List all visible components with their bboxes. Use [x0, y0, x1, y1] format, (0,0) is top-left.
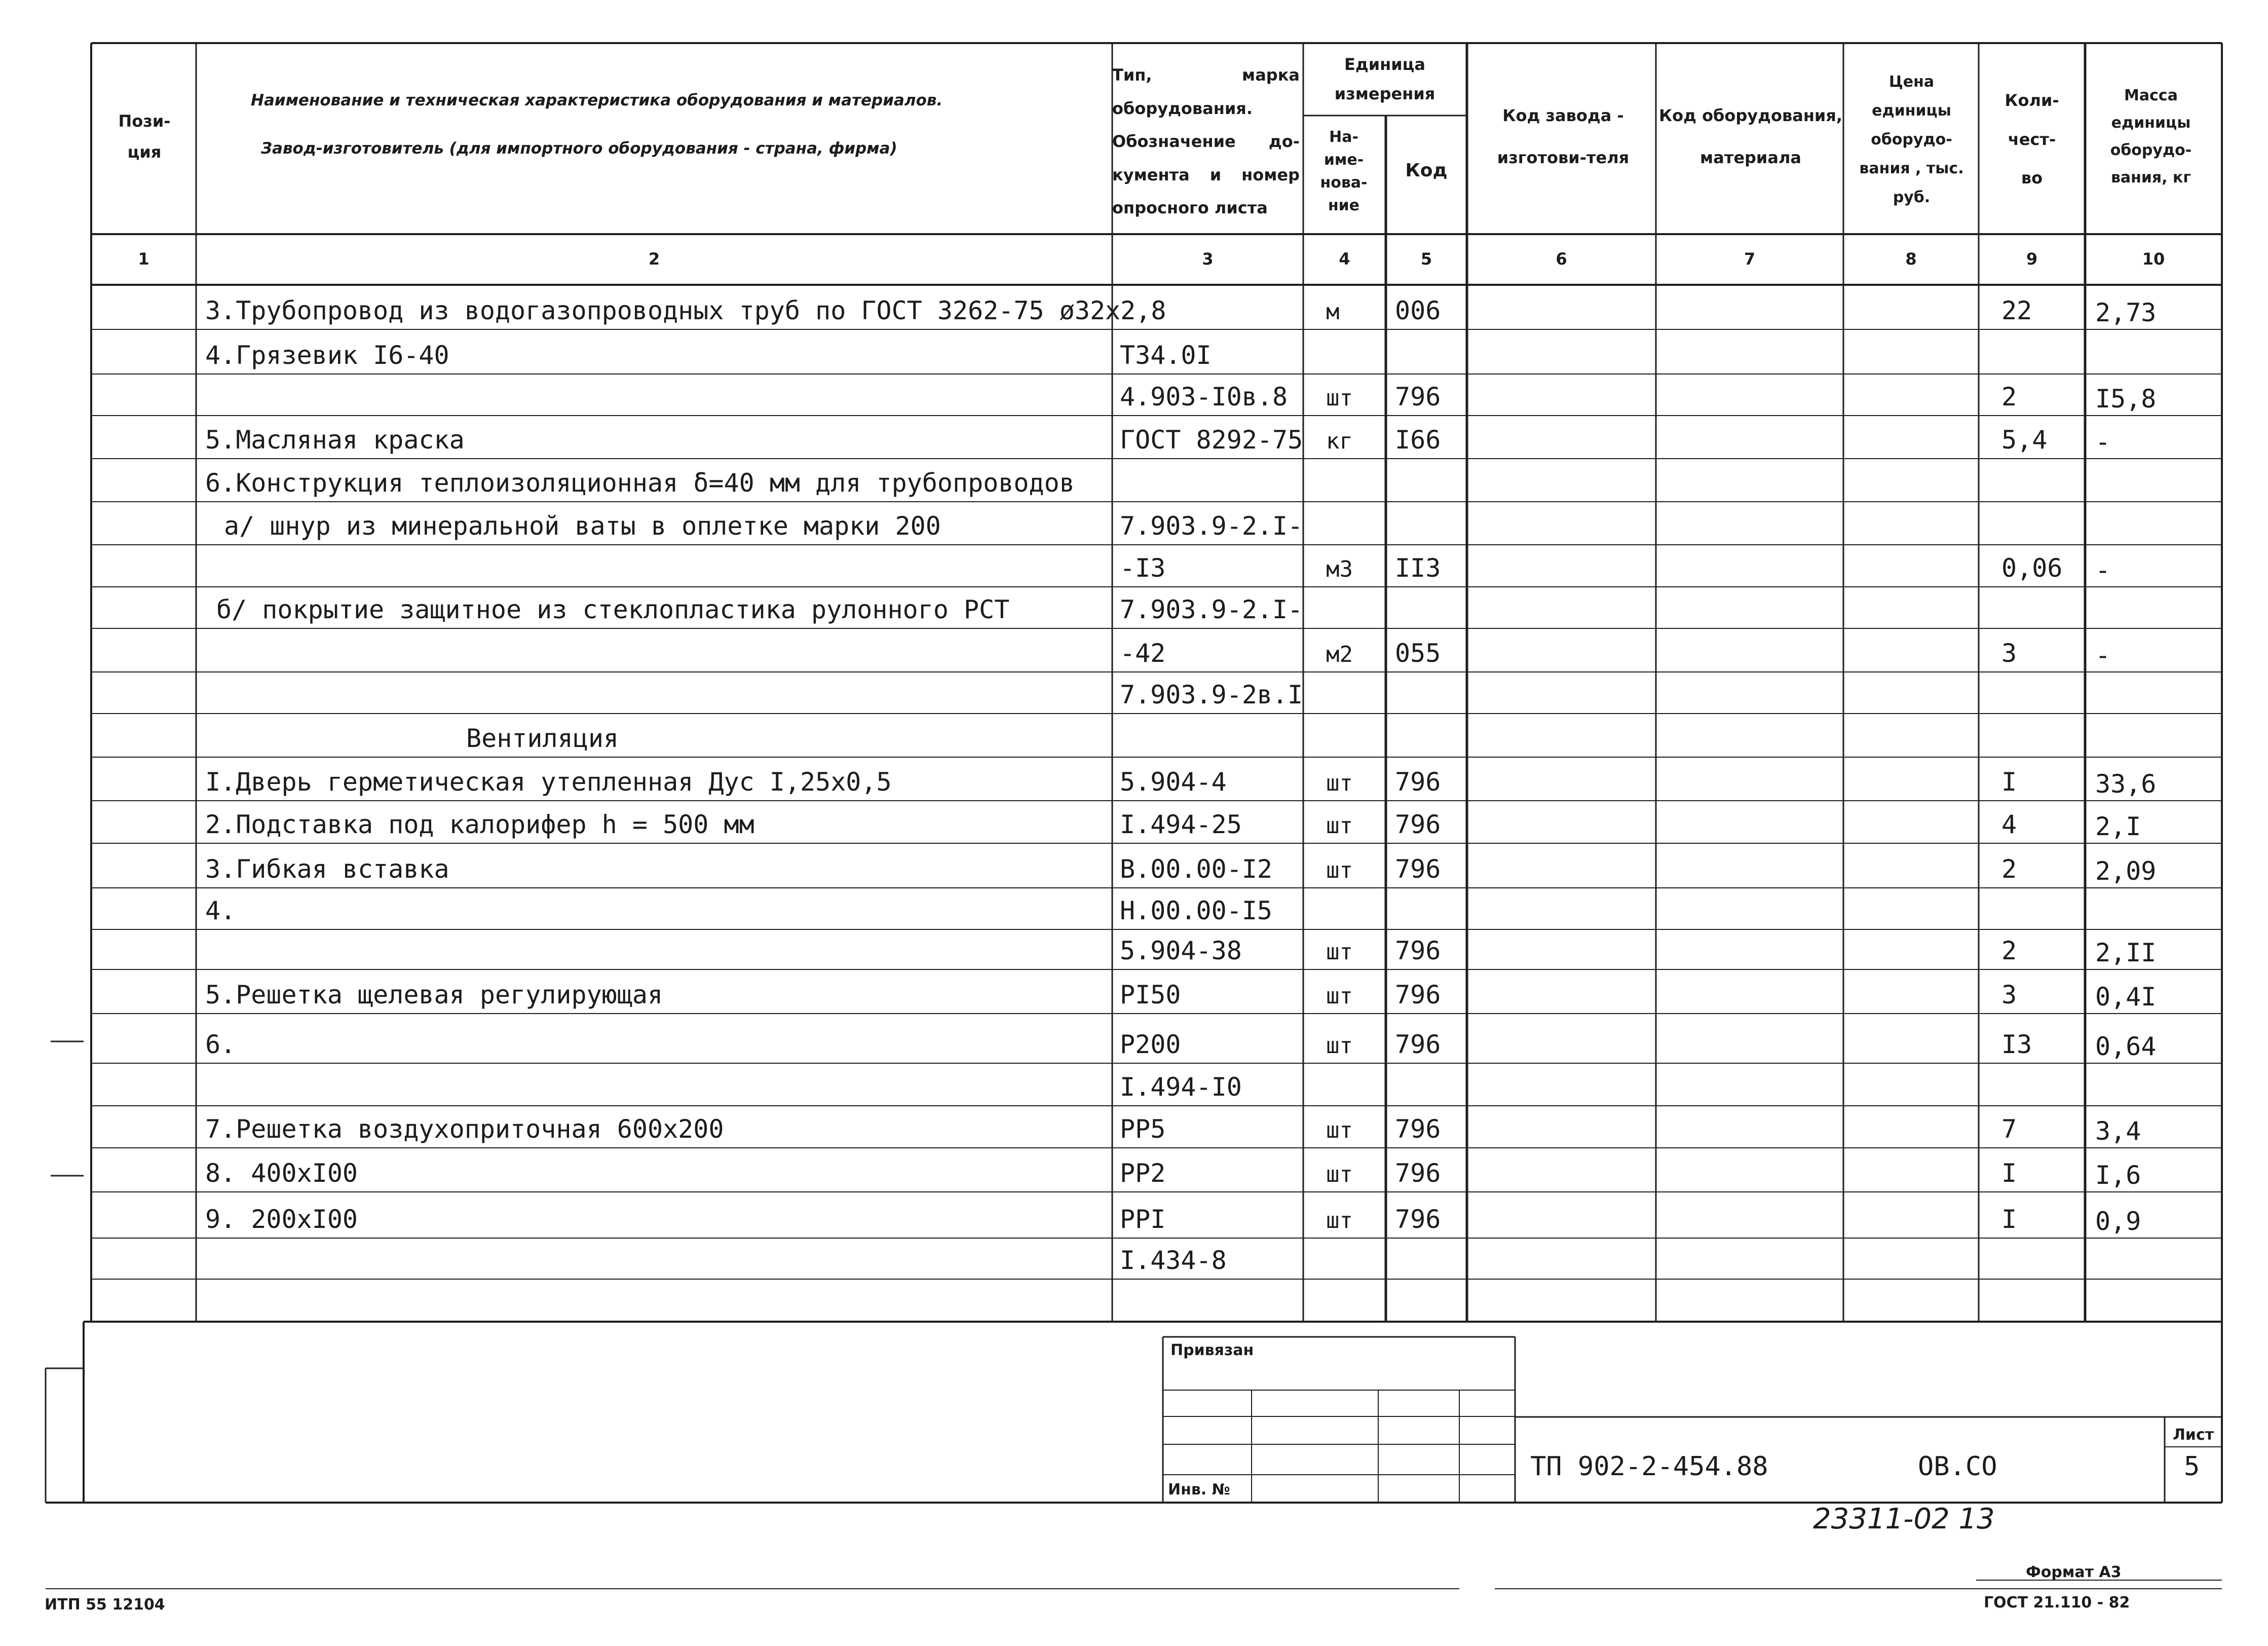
row-name: 4.Грязевик I6-40 — [205, 341, 449, 370]
column-number: 3 — [1202, 249, 1214, 269]
row-name: б/ покрытие защитное из стеклопластика рулонного РСТ — [216, 595, 1010, 624]
doc-code: ТП 902-2-454.88 — [1530, 1451, 1768, 1482]
row-mass: I5,8 — [2095, 384, 2157, 414]
row-quantity: I — [2001, 1205, 2017, 1234]
row-name: 9. 200хI00 — [205, 1205, 358, 1234]
stamp-privyazan: Привязан — [1170, 1341, 1254, 1359]
row-unit: шт — [1326, 813, 1353, 839]
row-quantity: 3 — [2001, 980, 2017, 1009]
row-code: 796 — [1395, 810, 1441, 839]
row-code: 796 — [1395, 1030, 1441, 1059]
column-number: 6 — [1556, 249, 1567, 269]
header-name-line1: Наименование и техническая характеристика оборудования и материалов. — [251, 91, 943, 109]
header-name-line2: Завод-изготовитель (для импортного оборудования - страна, фирма) — [261, 139, 897, 158]
row-type: Н.00.00-I5 — [1120, 896, 1273, 925]
row-unit: м3 — [1326, 556, 1353, 582]
row-code: 796 — [1395, 767, 1441, 797]
row-code: 796 — [1395, 936, 1441, 965]
row-type: 5.904-38 — [1120, 936, 1242, 965]
column-number: 7 — [1744, 249, 1756, 269]
row-unit: м2 — [1326, 642, 1353, 667]
row-unit: шт — [1326, 1162, 1353, 1187]
row-code: 796 — [1395, 980, 1441, 1009]
column-number: 5 — [1420, 249, 1432, 269]
row-code: I66 — [1395, 425, 1441, 455]
row-quantity: 2 — [2001, 382, 2017, 412]
row-mass: 2,73 — [2095, 298, 2157, 327]
row-type: В.00.00-I2 — [1120, 854, 1273, 884]
row-quantity: 7 — [2001, 1114, 2017, 1144]
row-type: Т34.0I — [1120, 341, 1212, 370]
format-label: Формат А3 — [2026, 1563, 2122, 1581]
row-unit: шт — [1326, 939, 1353, 965]
header-unit-code: Код — [1405, 160, 1448, 181]
row-name: 2.Подставка под калорифер h = 500 мм — [205, 810, 754, 839]
column-number: 1 — [138, 249, 149, 269]
row-type: 5.904-4 — [1120, 767, 1227, 797]
row-mass: - — [2095, 641, 2111, 670]
row-unit: шт — [1326, 1033, 1353, 1059]
row-type: 7.903.9-2.I- — [1120, 595, 1303, 624]
row-code: 006 — [1395, 296, 1441, 325]
row-quantity: 0,06 — [2001, 553, 2063, 583]
row-name: 5.Масляная краска — [205, 425, 465, 455]
row-code: 796 — [1395, 1114, 1441, 1144]
column-number: 2 — [648, 249, 660, 269]
row-mass: 2,II — [2095, 938, 2157, 967]
header-unit-name: На-име-нова-ние — [1320, 128, 1368, 214]
header-price: Цена единицы оборудо-вания , тыс. руб. — [1859, 72, 1964, 206]
row-mass: 0,64 — [2095, 1032, 2157, 1061]
sheet-number: 5 — [2184, 1451, 2200, 1482]
column-number: 8 — [1905, 249, 1917, 269]
row-mass: 0,4I — [2095, 982, 2157, 1012]
row-type: -I3 — [1120, 553, 1166, 583]
row-mass: 2,I — [2095, 812, 2141, 841]
row-name: 6.Конструкция теплоизоляционная δ=40 мм для трубопроводов — [205, 468, 1075, 498]
row-mass: I,6 — [2095, 1161, 2141, 1190]
handwritten-number: 23311-02 13 — [1813, 1503, 1995, 1536]
column-number: 10 — [2142, 249, 2165, 269]
row-name: Вентиляция — [466, 724, 619, 753]
row-type: I.434-8 — [1120, 1246, 1227, 1275]
header-type: Тип, марка оборудования. Обозначение до-кумента и номер опросного листа — [1112, 65, 1300, 218]
row-type: РР5 — [1120, 1114, 1166, 1144]
stamp-inv: Инв. № — [1168, 1481, 1230, 1499]
row-name: 3.Гибкая вставка — [205, 854, 449, 884]
row-unit: шт — [1326, 983, 1353, 1009]
row-unit: шт — [1326, 857, 1353, 883]
row-name: 6. — [205, 1030, 236, 1059]
row-type: ГОСТ 8292-75 — [1120, 425, 1303, 455]
row-unit: шт — [1326, 770, 1353, 796]
row-type: -42 — [1120, 639, 1166, 668]
row-type: Р200 — [1120, 1030, 1181, 1059]
row-name: 7.Решетка воздухоприточная 600х200 — [205, 1114, 724, 1144]
row-mass: 2,09 — [2095, 856, 2157, 886]
itp-label: ИТП 55 12104 — [45, 1596, 165, 1614]
row-mass: - — [2095, 427, 2111, 457]
column-number: 4 — [1339, 249, 1350, 269]
row-type: РI50 — [1120, 980, 1181, 1009]
row-name: 8. 400хI00 — [205, 1158, 358, 1188]
row-mass: 0,9 — [2095, 1207, 2141, 1236]
header-factory-code: Код завода - изготови-теля — [1497, 105, 1630, 167]
row-quantity: 4 — [2001, 810, 2017, 839]
row-quantity: 2 — [2001, 936, 2017, 965]
row-code: 796 — [1395, 1158, 1441, 1188]
row-unit: м — [1326, 299, 1340, 325]
row-unit: шт — [1326, 1208, 1353, 1233]
row-unit: кг — [1326, 428, 1353, 454]
column-number: 9 — [2026, 249, 2038, 269]
row-quantity: 3 — [2001, 639, 2017, 668]
row-quantity: I — [2001, 767, 2017, 797]
header-quantity: Коли-чест-во — [2005, 90, 2059, 188]
row-mass: 3,4 — [2095, 1116, 2141, 1146]
row-quantity: I3 — [2001, 1030, 2032, 1059]
row-name: а/ шнур из минеральной ваты в оплетке марки 200 — [224, 511, 941, 541]
row-name: 4. — [205, 896, 236, 925]
row-name: 3.Трубопровод из водогазопроводных труб по ГОСТ 3262-75 ø32х2,8 — [205, 296, 1166, 325]
header-equipment-code: Код оборудования, материала — [1658, 105, 1843, 167]
row-name: I.Дверь герметическая утепленная Дус I,25х0,5 — [205, 767, 892, 797]
header-position: Пози- ция — [118, 111, 171, 162]
row-type: 7.903.9-2в.I — [1120, 680, 1303, 709]
header-mass: Масса единицы оборудо-вания, кг — [2110, 87, 2192, 186]
row-type: РРI — [1120, 1205, 1166, 1234]
row-unit: шт — [1326, 385, 1353, 411]
row-quantity: 2 — [2001, 854, 2017, 884]
row-quantity: I — [2001, 1158, 2017, 1188]
doc-section: ОВ.СО — [1918, 1451, 1997, 1482]
row-unit: шт — [1326, 1117, 1353, 1143]
row-type: 7.903.9-2.I- — [1120, 511, 1303, 541]
row-name: 5.Решетка щелевая регулирующая — [205, 980, 663, 1009]
header-unit-group: Единица измерения — [1334, 55, 1435, 103]
row-code: II3 — [1395, 553, 1441, 583]
row-code: 796 — [1395, 854, 1441, 884]
row-type: I.494-I0 — [1120, 1072, 1242, 1102]
row-quantity: 5,4 — [2001, 425, 2048, 455]
row-type: РР2 — [1120, 1158, 1166, 1188]
row-code: 796 — [1395, 1205, 1441, 1234]
sheet-label: Лист — [2173, 1426, 2214, 1444]
row-mass: - — [2095, 555, 2111, 585]
row-code: 796 — [1395, 382, 1441, 412]
row-code: 055 — [1395, 639, 1441, 668]
row-quantity: 22 — [2001, 296, 2032, 325]
row-type: 4.903-I0в.8 — [1120, 382, 1288, 412]
row-type: I.494-25 — [1120, 810, 1242, 839]
gost-label: ГОСТ 21.110 - 82 — [1984, 1594, 2130, 1612]
row-mass: 33,6 — [2095, 769, 2157, 799]
